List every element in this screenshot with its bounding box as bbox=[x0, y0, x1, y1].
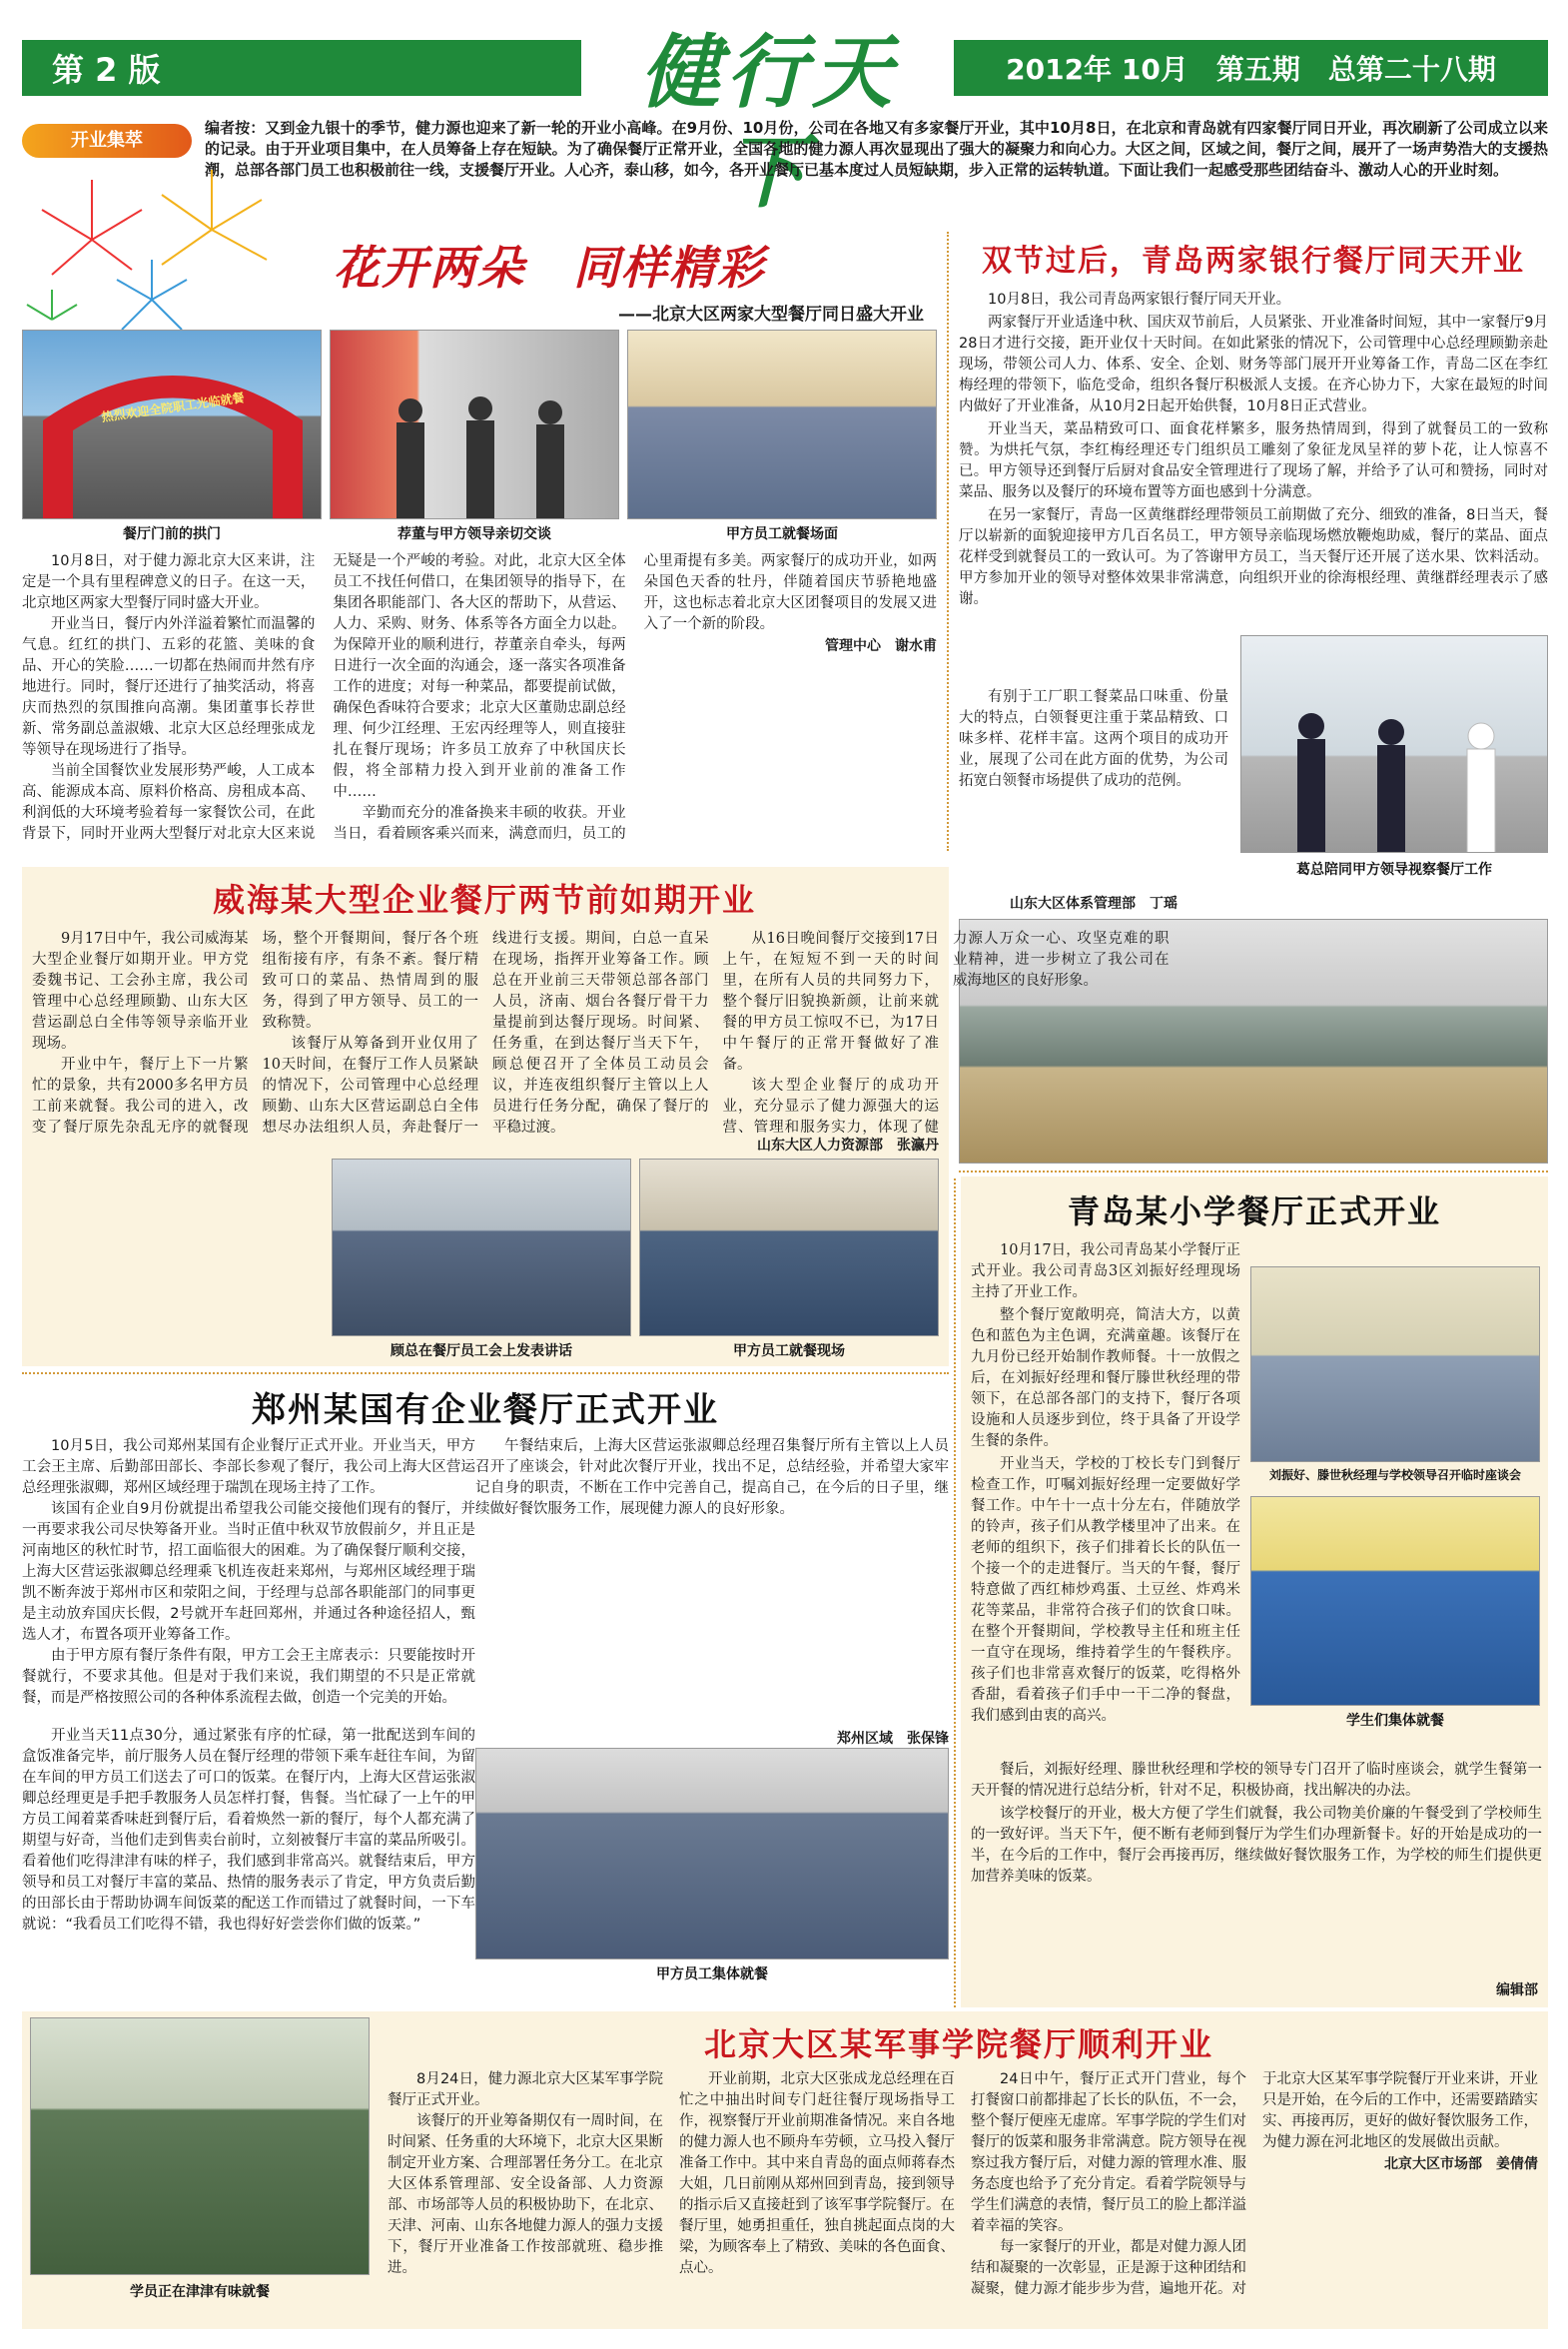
a3-body-lower bbox=[32, 1151, 257, 1346]
a3-para: 从16日晚间餐厅交接到17日上午，在短短不到一天的时间里，在所有人员的共同努力下，整个餐厅旧貌换新颜，让前来就餐的甲方员工惊叹不已，为17日中午餐厅的正常开餐做好了准备。 bbox=[722, 931, 939, 1073]
caption-cadets: 学员正在津津有味就餐 bbox=[130, 2284, 270, 2300]
a6-para: 8月24日，健力源北京大区某军事学院餐厅正式开业。 bbox=[388, 2071, 663, 2108]
a2-para: 两家餐厅开业适逢中秋、国庆双节前后，人员紧张、开业准备时间短，其中一家餐厅9月28日才进行交接，距开业仅十天时间。在如此紧张的情况下，公司管理中心总经理顾勤亲赴现场，带领公司人力、体系、安全、企划、财务等部门展开开业筹备工作，青岛二区在李红梅经理的带领下，临危受命，组织各餐厅积极派人支援。在齐心协力下，大家在最短的时间内做好了开业准备，从10月2日起开始供餐，10月8日正式营业。 bbox=[959, 315, 1548, 414]
a3-para: 开业中午，餐厅上下一片繁忙的景象，共有2000多名甲方员工前来就餐。我公司的进入，改变了餐厅原先杂乱无序的就餐现场，整个开餐期间，餐厅各个班组衔接有序，有条不紊。餐厅精致可口的菜品、热情周到的服务，得到了甲方领导、员工的一致称赞。 bbox=[32, 931, 478, 1136]
a1-title: 花开两朵 同样精彩 bbox=[334, 241, 765, 295]
masthead bbox=[599, 22, 939, 219]
caption-school-meeting: 刘振好、滕世秋经理与学校领导召开临时座谈会 bbox=[1268, 1468, 1521, 1482]
a1-para: 辛勤而充分的准备换来丰硕的收获。开业当日，看着顾客乘兴而来，满意而归，员工的心里甭提有多美。两家餐厅的成功开业，如两朵国色天香的牡丹，伴随着国庆节骄艳地盛开，这也标志着北京大区团餐项目的发展又进入了一个新的阶段。 bbox=[333, 553, 937, 842]
a4-para: 午餐结束后，上海大区营运张淑卿总经理召集餐厅所有主管以上人员召开了座谈会，针对此次餐厅开业，找出不足，总结经验，并希望大家牢记自身的职责，不断在工作中完善自己，提高自己，在今后的日子里，继续做好餐饮服务工作，展现健力源人的良好形象。 bbox=[475, 1438, 949, 1517]
a3-para: 该大型企业餐厅的成功开业，充分显示了健力源强大的运营、管理和服务实力，体现了健力源人万众一心、攻坚克难的职业精神，进一步树立了我公司在威海地区的良好形象。 bbox=[722, 931, 1170, 1136]
a2-para: 在另一家餐厅，青岛一区黄继群经理带领员工前期做了充分、细致的准备，8日当天，餐厅以崭新的面貌迎接甲方几百名员工，甲方领导亲临现场燃放鞭炮助威，餐厅的菜品、面点花样受到就餐员工的一致认可。为了答谢甲方员工，当天餐厅还开展了送水果、饮料活动。甲方参加开业的领导对整体效果非常满意，向组织开业的徐海根经理、黄继群经理表示了感谢。 bbox=[959, 507, 1548, 607]
editor-note-text: 编者按：又到金九银十的季节，健力源也迎来了新一轮的开业小高峰。在9月份、10月份，公司在各地又有多家餐厅开业，其中10月8日，在北京和青岛就有四家餐厅同日开业，再次刷新了公司成立以来的记录。由于开业项目集中，在人员筹备上存在短缺。为了确保餐厅正常开业，全国各地的健力源人再次显现出了强大的凝聚力和向心力。大区之间，区域之间，餐厅之间，展开了一场声势浩大的支援热潮，总部各部门员工也积极前往一线，支援餐厅开业。人心齐，泰山移，如今，各开业餐厅已基本度过人员短缺期，步入正常的运转轨道。下面让我们一起感受那些团结奋斗、激动人心的开业时刻。 bbox=[205, 119, 1548, 179]
a2-signature: 山东大区体系管理部 丁瑶 bbox=[1010, 896, 1177, 912]
a4-body-left2 bbox=[22, 1726, 475, 1975]
photo-staff-meeting bbox=[332, 1159, 631, 1336]
a2-title: 双节过后，青岛两家银行餐厅同天开业 bbox=[982, 244, 1525, 279]
a6-para: 每一家餐厅的开业，都是对健力源人团结和凝聚的一次彰显，正是源于这种团结和凝聚，健力源才能步步为营，遍地开花。对于北京大区某军事学院餐厅开业来讲，开业只是开始，在今后的工作中，还需要踏踏实实、再接再厉，更好的做好餐饮服务工作，为健力源在河北地区的发展做出贡献。 bbox=[971, 2071, 1538, 2297]
a2-para: 10月8日，我公司青岛两家银行餐厅同天开业。 bbox=[988, 292, 1291, 308]
a4-para: 该国有企业自9月份就提出希望我公司能交接他们现有的餐厅，并一再要求我公司尽快筹备开业。当时正值中秋双节放假前夕，并且正是河南地区的秋忙时节，招工面临很大的困难。为了确保餐厅顺利交接，上海大区营运张淑卿总经理乘飞机连夜赶来郑州，与郑州区域经理于瑞凯不断奔波于郑州市区和荥阳之间，于经理与总部各职能部门的同事更是主动放弃国庆长假，2号就开车赶回郑州，并通过各种途径招人，甄选人才，布置各项开业筹备工作。 bbox=[22, 1501, 475, 1643]
divider bbox=[959, 1171, 1548, 1173]
a1-para: 开业当日，餐厅内外洋溢着繁忙而温馨的气息。红红的拱门、五彩的花篮、美味的食品、开心的笑脸……一切都在热闹而井然有序地进行。同时，餐厅还进行了抽奖活动，将喜庆而热烈的氛围推向高潮。集团董事长荐世新、常务副总盖淑娥、北京大区总经理张成龙等领导在现场进行了指导。 bbox=[22, 616, 316, 758]
a1-para: 当前全国餐饮业发展形势严峻，人工成本高、能源成本高、原料价格高、房租成本高、利润低的大环境考验着每一家餐饮公司，在此背景下，同时开业两大型餐厅对北京大区来说无疑是一个严峻的考验。对此，北京大区全体员工不找任何借口，在集团领导的指导下，在集团各职能部门、各大区的帮助下，从营运、人力、采购、财务、体系等各方面全力以赴。为保障开业的顺利进行，荐董亲自牵头，每两日进行一次全面的沟通会，逐一落实各项准备工作的进度；对每一种菜品，都要提前试做，确保色香味符合要求；北京大区董勋忠副总经理、何少江经理、王宏丙经理等人，则直接驻扎在餐厅现场；许多员工放弃了中秋国庆长假，将全部精力投入到开业前的准备工作中…… bbox=[22, 553, 626, 842]
caption-talk: 荐董与甲方领导亲切交谈 bbox=[397, 526, 551, 542]
a1-subtitle: ——北京大区两家大型餐厅同日盛大开业 bbox=[618, 305, 924, 325]
photo-students bbox=[1250, 1496, 1540, 1706]
caption-students: 学生们集体就餐 bbox=[1346, 1713, 1444, 1729]
a6-para: 24日中午，餐厅正式开门营业，每个打餐窗口前都排起了长长的队伍，不一会，整个餐厅便座无虚席。军事学院的学生们对餐厅的饭菜和服务非常满意。院方领导在视察过我方餐厅后，对健力源的管理水准、服务态度也给予了充分肯定。看着学院领导与学生们满意的表情，餐厅员工的脸上都洋溢着幸福的笑容。 bbox=[971, 2071, 1246, 2234]
divider bbox=[954, 1178, 956, 2007]
a6-title: 北京大区某军事学院餐厅顺利开业 bbox=[703, 2025, 1213, 2063]
caption-arch: 餐厅门前的拱门 bbox=[123, 526, 221, 542]
a6-body bbox=[388, 2069, 1538, 2309]
caption-dining-a1: 甲方员工就餐场面 bbox=[726, 526, 838, 542]
photo-arch bbox=[22, 330, 322, 519]
photo-dining-a1 bbox=[627, 330, 937, 519]
photo-talk bbox=[330, 330, 619, 519]
caption-inspection: 葛总陪同甲方领导视察餐厅工作 bbox=[1296, 862, 1492, 878]
photo-dining-a3 bbox=[639, 1159, 939, 1336]
a5-body-top bbox=[971, 1240, 1240, 1760]
a1-body bbox=[22, 551, 937, 849]
a6-para: 该餐厅的开业筹备期仅有一周时间，在时间紧、任务重的大环境下，北京大区果断制定开业方案、合理部署任务分工。在北京大区体系管理部、安全设备部、人力资源部、市场部等人员的积极协助下，在北京、天津、河南、山东各地健力源人的强力支援下，餐厅开业准备工作按部就班、稳步推进。 bbox=[388, 2113, 663, 2276]
photo-cadets bbox=[30, 2017, 370, 2275]
a1-signature: 管理中心 谢水甫 bbox=[824, 638, 937, 654]
photo-inspection bbox=[1240, 635, 1548, 853]
fireworks-icon bbox=[12, 150, 302, 350]
a1-para: 10月8日，对于健力源北京大区来讲，注定是一个具有里程碑意义的日子。在这一天，北京地区两家大型餐厅同时盛大开业。 bbox=[22, 553, 316, 611]
a2-para: 开业当天，菜品精致可口、面食花样繁多，服务热情周到，得到了就餐员工的一致称赞。为烘托气氛，李红梅经理还专门组织员工雕刻了象征龙凤呈祥的萝卜花，让人惊喜不已。甲方领导还到餐厅后厨对食品安全管理进行了现场了解，并给予了认可和赞扬，同时对菜品、服务以及餐厅的环境布置等方面也感到十分满意。 bbox=[959, 421, 1548, 500]
a2-body-top bbox=[959, 290, 1548, 684]
a5-para: 餐后，刘振好经理、滕世秋经理和学校的领导专门召开了临时座谈会，就学生餐第一天开餐的情况进行总结分析，针对不足，积极协商，找出解决的办法。 bbox=[971, 1762, 1542, 1799]
a4-title: 郑州某国有企业餐厅正式开业 bbox=[252, 1390, 719, 1430]
a5-signature: 编辑部 bbox=[1496, 1982, 1538, 1998]
a5-para: 整个餐厅宽敞明亮，简洁大方，以黄色和蓝色为主色调，充满童趣。该餐厅在九月份已经开始制作教师餐。十一放假之后，在刘振好经理和餐厅滕世秋经理的带领下，在总部各部门的支持下，餐厅各项设施和人员逐步到位，终于具备了开设学生餐的条件。 bbox=[971, 1307, 1240, 1449]
a4-para: 10月5日，我公司郑州某国有企业餐厅正式开业。开业当天，甲方工会王主席、后勤部田部长、李部长参观了餐厅，我公司上海大区营运总经理张淑卿，郑州区域经理于瑞凯在现场主持了工作。 bbox=[22, 1438, 475, 1496]
a4-body-right3 bbox=[475, 1436, 949, 1726]
divider bbox=[947, 232, 949, 851]
a3-signature: 山东大区人力资源部 张瀛丹 bbox=[757, 1138, 939, 1154]
a6-para: 开业前期，北京大区张成龙总经理在百忙之中抽出时间专门赶往餐厅现场指导工作，视察餐厅开业前期准备情况。来自各地的健力源人也不顾舟车劳顿，立马投入餐厅准备工作中。其中来自青岛的面点师蒋春杰大姐，几日前刚从郑州回到青岛，接到领导的指示后又直接赶到了该军事学院餐厅。在餐厅里，她勇担重任，独自挑起面点岗的大梁，为顾客奉上了精致、美味的各色面食、点心。 bbox=[679, 2071, 955, 2276]
a5-para: 开业当天，学校的丁校长专门到餐厅检查工作，叮嘱刘振好经理一定要做好学餐工作。中午十一点十分左右，伴随放学的铃声，孩子们从教学楼里冲了出来。在老师的组织下，孩子们排着长长的队伍一个接一个的走进餐厅。当天的午餐，餐厅特意做了西红柿炒鸡蛋、土豆丝、炸鸡米花等菜品，非常符合孩子们的饮食口味。在整个开餐期间，学校教导主任和班主任一直守在现场，维持着学生的午餐秩序。孩子们也非常喜欢餐厅的饭菜，吃得格外香甜，看着孩子们手中一干二净的餐盘，我们感到由衷的高兴。 bbox=[971, 1456, 1240, 1724]
arch-banner: 热烈欢迎全院职工光临就餐 bbox=[100, 391, 246, 424]
badge-label: 开业集萃 bbox=[71, 130, 143, 151]
caption-group-meal: 甲方员工集体就餐 bbox=[656, 1966, 768, 1982]
page-number: 第 2 版 bbox=[52, 51, 161, 89]
a3-para: 9月17日中午，我公司威海某大型企业餐厅如期开业。甲方党委魏书记、工会孙主席，我公司管理中心总经理顾勤、山东大区营运副总白全伟等领导亲临开业现场。 bbox=[32, 931, 249, 1052]
a4-para: 由于甲方原有餐厅条件有限，甲方工会王主席表示：只要能按时开餐就行，不要求其他。但是对于我们来说，我们期望的不只是正常就餐，而是严格按照公司的各种体系流程去做，创造一个完美的开始。 bbox=[22, 1648, 475, 1706]
a5-title: 青岛某小学餐厅正式开业 bbox=[1067, 1192, 1441, 1230]
a3-title: 威海某大型企业餐厅两节前如期开业 bbox=[212, 881, 756, 919]
divider bbox=[22, 1372, 949, 1374]
a4-signature: 郑州区域 张保锋 bbox=[837, 1731, 949, 1747]
a2-body-bottom bbox=[959, 687, 1228, 887]
a6-signature: 北京大区市场部 姜倩倩 bbox=[1384, 2156, 1538, 2172]
a5-para: 10月17日，我公司青岛某小学餐厅正式开业。我公司青岛3区刘振好经理现场主持了开业工作。 bbox=[971, 1242, 1240, 1300]
a4-para: 开业当天11点30分，通过紧张有序的忙碌，第一批配送到车间的盒饭准备完毕，前厅服务人员在餐厅经理的带领下乘车赶往车间，为留在车间的甲方员工们送去了可口的饭菜。在餐厅内，上海大区营运张淑卿总经理更是手把手教服务人员怎样打餐，售餐。当忙碌了一上午的甲方员工闻着菜香味赶到餐厅后，看着焕然一新的餐厅，每个人都充满了期望与好奇，当他们走到售卖台前时，立刻被餐厅丰富的菜品所吸引。看着他们吃得津津有味的样子，我们感到非常高兴。就餐结束后，甲方领导和员工对餐厅丰富的菜品、热情的服务表示了肯定，甲方负责后勤的田部长由于帮助协调车间饭菜的配送工作而错过了就餐时间，一下车就说：“我看员工们吃得不错，我也得好好尝尝你们做的饭菜。” bbox=[22, 1728, 475, 1933]
editor-note bbox=[205, 118, 1548, 224]
a5-body-bottom bbox=[971, 1760, 1542, 1979]
a2-para: 有别于工厂职工餐菜品口味重、份量大的特点，白领餐更注重于菜品精致、口味多样、花样丰富。这两个项目的成功开业，展现了公司在此方面的优势，为公司拓宽白领餐市场提供了成功的范例。 bbox=[959, 689, 1228, 789]
a5-para: 该学校餐厅的开业，极大方便了学生们就餐，我公司物美价廉的午餐受到了学校师生的一致好评。当天下午，便不断有老师到餐厅为学生们办理新餐卡。好的开始是成功的一半，在今后的工作中，餐厅会再接再厉，继续做好餐饮服务工作，为学校的师生们提供更加营养美味的饭菜。 bbox=[971, 1806, 1542, 1885]
photo-school-meeting bbox=[1250, 1266, 1540, 1462]
caption-dining-a3: 甲方员工就餐现场 bbox=[733, 1343, 845, 1359]
masthead-title: 健行天下 bbox=[640, 25, 898, 219]
a4-body bbox=[22, 1436, 475, 1726]
a3-body bbox=[32, 929, 1170, 1151]
page-number-bar bbox=[22, 40, 581, 96]
caption-staff-meeting: 顾总在餐厅员工会上发表讲话 bbox=[391, 1343, 572, 1359]
issue-info: 2012年 10月 第五期 总第二十八期 bbox=[1006, 53, 1496, 86]
photo-group-meal bbox=[475, 1748, 949, 1959]
a3-para: 该餐厅从筹备到开业仅用了10天时间，在餐厅工作人员紧缺的情况下，公司管理中心总经理顾勤、山东大区营运副总白全伟想尽办法组织人员，奔赴餐厅一线进行支援。期间，白总一直呆在现场，指挥开业筹备工作。顾总在开业前三天带领总部各部门人员，济南、烟台各餐厅骨干力量提前到达餐厅现场。时间紧、任务重，在到达餐厅当天下午，顾总便召开了全体员工动员会议，并连夜组织餐厅主管以上人员进行任务分配，确保了餐厅的平稳过渡。 bbox=[262, 931, 709, 1136]
issue-bar bbox=[954, 40, 1548, 96]
